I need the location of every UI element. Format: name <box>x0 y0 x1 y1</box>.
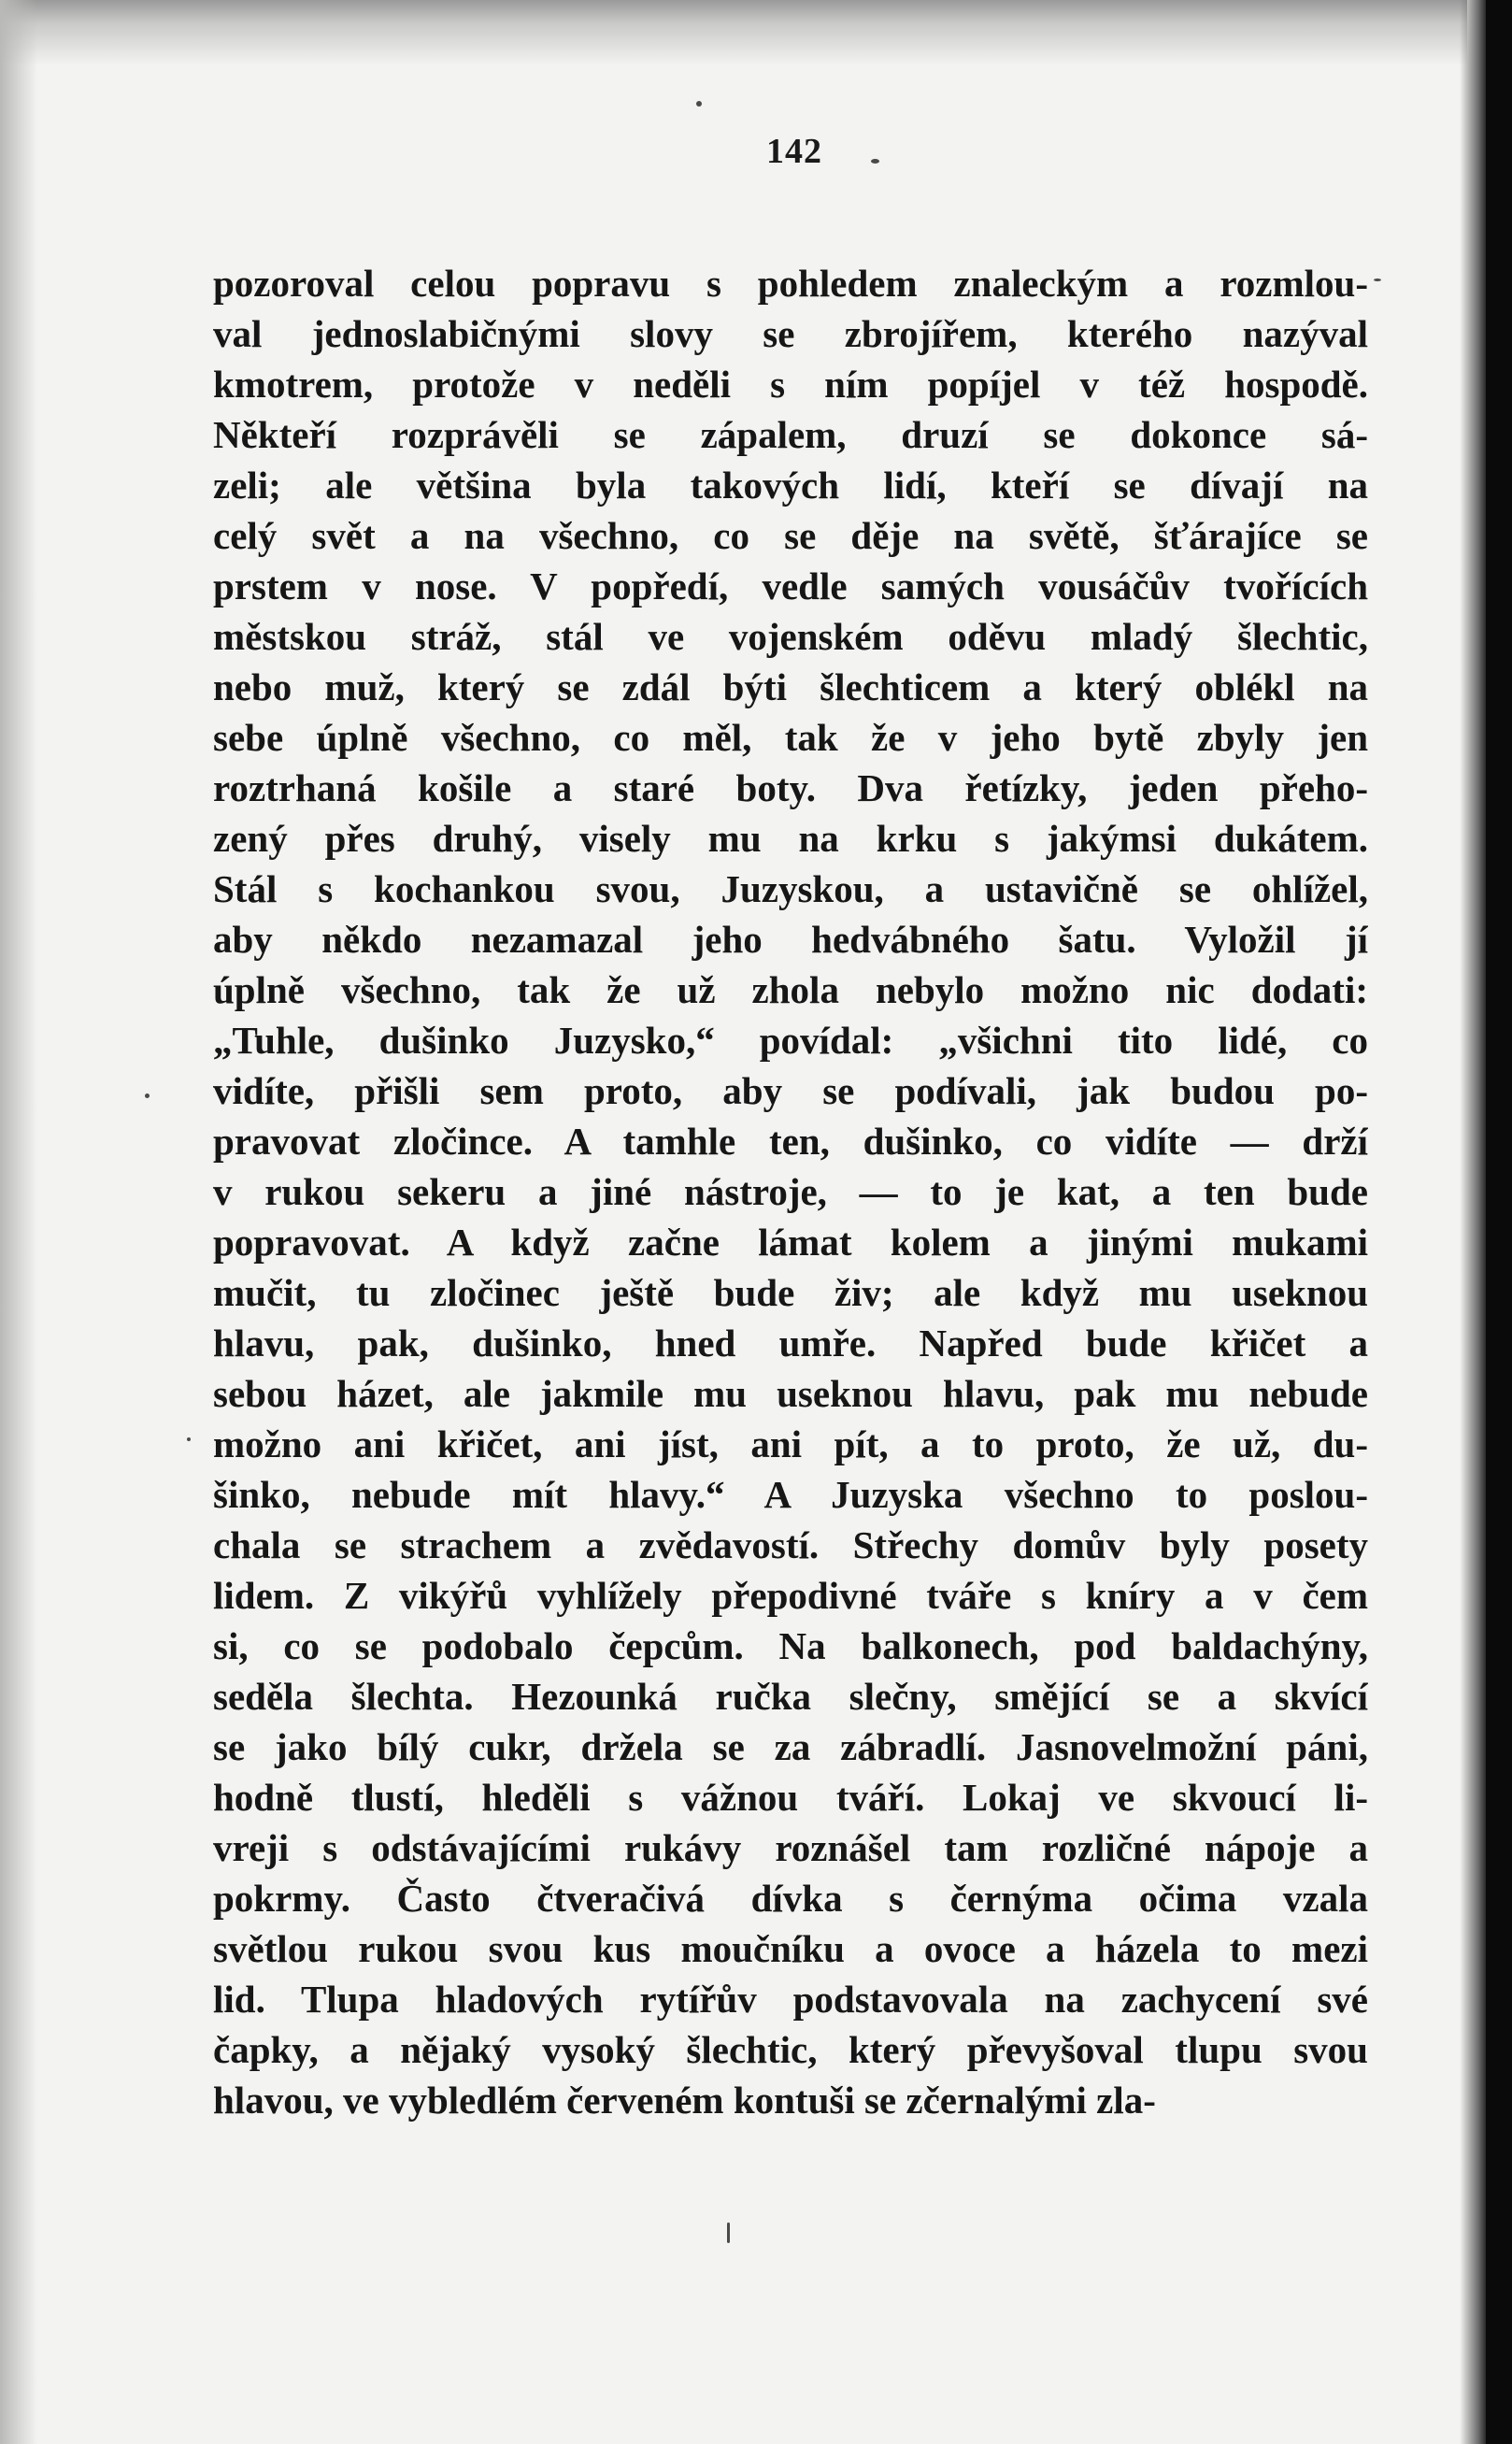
text-line: mučit, tu zločinec ještě bude živ; ale když mu useknou <box>213 1271 1368 1314</box>
text-line: možno ani křičet, ani jíst, ani pít, a to proto, že už, du- <box>213 1422 1368 1465</box>
page-number: 142 <box>766 132 822 171</box>
text-line: celý svět a na všechno, co se děje na světě, šťárajíce se <box>213 514 1368 557</box>
text-line: prstem v nose. V popředí, vedle samých vousáčův tvořících <box>213 565 1368 607</box>
text-line: Někteří rozprávěli se zápalem, druzí se dokonce sá- <box>213 413 1368 456</box>
text-line: v rukou sekeru a jiné nástroje, — to je kat, a ten bude <box>213 1170 1368 1213</box>
scan-speck <box>871 159 879 164</box>
text-line: lid. Tlupa hladových rytířův podstavovala na zachycení své <box>213 1978 1368 2021</box>
text-line: val jednoslabičnými slovy se zbrojířem, kterého nazýval <box>213 312 1368 355</box>
scan-speck <box>696 101 702 107</box>
paper-top-edge <box>0 0 1467 65</box>
text-line: aby někdo nezamazal jeho hedvábného šatu. Vyložil jí <box>213 918 1368 961</box>
text-line: světlou rukou svou kus moučníku a ovoce a házela to mezi <box>213 1927 1368 1970</box>
text-line: šinko, nebude mít hlavy.“ A Juzyska všechno to poslou- <box>213 1473 1368 1516</box>
text-line: si, co se podobalo čepcům. Na balkonech, pod baldachýny, <box>213 1624 1368 1667</box>
text-line: pozoroval celou popravu s pohledem znaleckým a rozmlou- <box>213 262 1368 305</box>
text-line: hlavou, ve vybledlém červeném kontuši se zčernalými zla- <box>213 2079 1156 2122</box>
text-line: sebe úplně všechno, co měl, tak že v jeho bytě zbyly jen <box>213 716 1368 759</box>
scan-speck <box>1374 279 1381 281</box>
text-line: kmotrem, protože v neděli s ním popíjel v též hospodě. <box>213 363 1368 406</box>
text-line: pokrmy. Často čtveračivá dívka s černýma očima vzala <box>213 1877 1368 1920</box>
text-line: hodně tlustí, hleděli s vážnou tváří. Lokaj ve skvoucí li- <box>213 1776 1368 1819</box>
text-line: seděla šlechta. Hezounká ručka slečny, smějící se a skvící <box>213 1675 1368 1718</box>
text-line: Stál s kochankou svou, Juzyskou, a ustavičně se ohlížel, <box>213 867 1368 910</box>
text-line: čapky, a nějaký vysoký šlechtic, který převyšoval tlupu svou <box>213 2028 1368 2071</box>
text-line: úplně všechno, tak že už zhola nebylo možno nic dodati: <box>213 968 1368 1011</box>
text-line: městskou stráž, stál ve vojenském oděvu mladý šlechtic, <box>213 615 1368 658</box>
scan-speck <box>145 1093 150 1098</box>
text-line: „Tuhle, dušinko Juzysko,“ povídal: „všichni tito lidé, co <box>213 1019 1368 1062</box>
text-line: nebo muž, který se zdál býti šlechticem a který oblékl na <box>213 665 1368 708</box>
text-line: se jako bílý cukr, držela se za zábradlí. Jasnovelmožní páni, <box>213 1725 1368 1768</box>
paper-left-edge <box>0 0 37 2444</box>
scan-speck <box>727 2222 730 2243</box>
text-line: zeli; ale většina byla takových lidí, kteří se dívají na <box>213 464 1368 507</box>
text-line: vreji s odstávajícími rukávy roznášel tam rozličné nápoje a <box>213 1826 1368 1869</box>
text-line: pravovat zločince. A tamhle ten, dušinko, co vidíte — drží <box>213 1120 1368 1163</box>
text-line: vidíte, přišli sem proto, aby se podívali, jak budou po- <box>213 1069 1368 1112</box>
text-line: chala se strachem a zvědavostí. Střechy domův byly posety <box>213 1523 1368 1566</box>
text-line: hlavu, pak, dušinko, hned umře. Napřed bude křičet a <box>213 1322 1368 1365</box>
scan-speck <box>187 1437 191 1441</box>
body-text <box>213 258 1368 2125</box>
text-line: lidem. Z vikýřů vyhlížely přepodivné tváře s kníry a v čem <box>213 1574 1368 1617</box>
text-line: zený přes druhý, visely mu na krku s jakýmsi dukátem. <box>213 817 1368 860</box>
book-binding-edge <box>1486 0 1512 2444</box>
text-line: sebou házet, ale jakmile mu useknou hlavu, pak mu nebude <box>213 1372 1368 1415</box>
text-line: popravovat. A když začne lámat kolem a jinými mukami <box>213 1221 1368 1264</box>
text-line: roztrhaná košile a staré boty. Dva řetízky, jeden přeho- <box>213 766 1368 809</box>
binding-shadow <box>1460 0 1486 2444</box>
